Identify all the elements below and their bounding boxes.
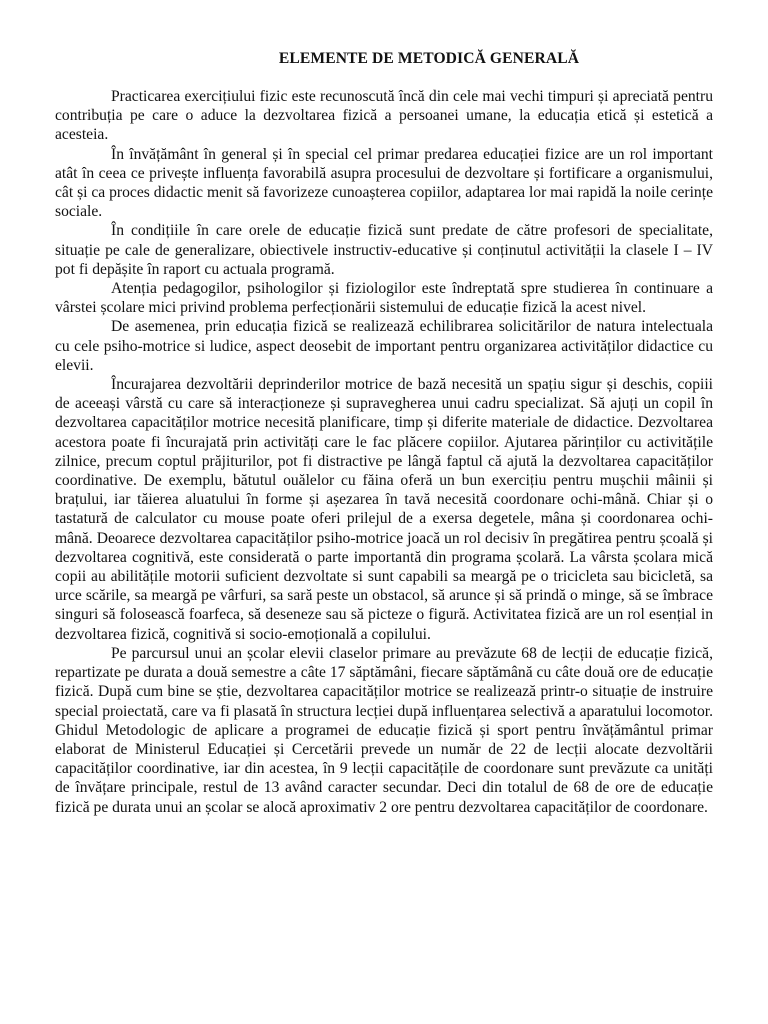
document-title: ELEMENTE DE METODICĂ GENERALĂ <box>278 50 580 67</box>
paragraph-7: Pe parcursul unui an școlar elevii claselor primare au prevăzute 68 de lecții de educație fizică, repartizate pe durata a două semestre a câte 17 săptămâni, fiecare săptămână cu câte două ore de educație fizică. După cum bine se știe, dezvoltarea capacităților motrice se realizează printr-o situație de instruire special proiectată, care va fi plasată în structura lecției după influențarea selectivă a aparatului locomotor. Ghidul Metodologic de aplicare a programei de educație fizică și sport pentru învățământul primar elaborat de Ministerul Educației și Cercetării prevede un număr de 22 de lecții alocate dezvoltării capacităților coordinative, iar din acestea, în 9 lecții capacitățile de coordonare sunt prevăzute ca unități de învățare principale, restul de 13 având caracter secundar. Deci din totalul de 68 de ore de educație fizică pe durata unui an școlar se alocă aproximativ 2 ore pentru dezvoltarea capacităților de coordonare. <box>55 644 713 816</box>
document-page <box>55 49 713 817</box>
paragraph-5: De asemenea, prin educația fizică se realizează echilibrarea solicitărilor de natura intelectuala cu cele psiho-motrice si ludice, aspect deosebit de important pentru organizarea activităților didactice cu elevii. <box>55 318 713 374</box>
paragraph-2: În învățământ în general și în special cel primar predarea educației fizice are un rol important atât în ceea ce privește influența favorabilă asupra procesului de dezvoltare și fortificare a organismului, cât și ca proces didactic menit să favorizeze cunoașterea copiilor, adaptarea lor mai rapidă la noile cerințe sociale. <box>55 145 713 221</box>
paragraph-4: Atenția pedagogilor, psihologilor și fiziologilor este îndreptată spre studierea în continuare a vârstei școlare mici privind problema perfecționării sistemului de educație fizică la acest nivel. <box>55 280 713 317</box>
paragraph-3: În condițiile în care orele de educație fizică sunt predate de către profesori de specialitate, situație pe cale de generalizare, obiectivele instructiv-educative și conținutul activității la clasele I – IV pot fi depășite în raport cu actuala programă. <box>55 222 713 278</box>
paragraph-1: Practicarea exercițiului fizic este recunoscută încă din cele mai vechi timpuri și apreciată pentru contribuția pe care o aduce la dezvoltarea fizică a persoanei umane, la educația etică și estetică a acesteia. <box>55 88 713 144</box>
paragraph-6: Încurajarea dezvoltării deprinderilor motrice de bază necesită un spațiu sigur și deschis, copiii de aceeași vârstă cu care să interacționeze și supravegherea unui cadru specializat. Să ajuți un copil în dezvoltarea capacităților motrice necesită planificare, timp și diferite materiale de didactice. Dezvoltarea acestora poate fi încurajată prin activități care le fac plăcere copiilor. Ajutarea părinților cu activitățile zilnice, precum coptul prăjiturilor, pot fi distractive pe lângă faptul că ajută la dezvoltarea capacităților coordinative. De exemplu, bătutul ouălelor cu făina oferă un bun exercițiu pentru mușchii mâinii și brațului, iar tăierea aluatului în forme și așezarea în tavă necesită coordonare ochi-mână. Chiar și o tastatură de calculator cu mouse poate oferi prilejul de a exersa degetele, mâna și coordonarea ochi-mână. Deoarece dezvoltarea capacităților psiho-motrice joacă un rol decisiv în pregătirea pentru școală și dezvoltarea cognitivă, este considerată o parte importantă din programa școlară. La vârsta școlara mică copii au abilitățile motorii suficient dezvoltate si sunt capabili sa meargă pe o tricicleta sau bicicletă, sa urce scările, sa meargă pe vârfuri, sa sară peste un obstacol, să arunce și să prindă o minge, să se îmbrace singuri să folosească foarfeca, să deseneze sau să picteze o figură. Activitatea fizică are un rol esențial in dezvoltarea fizică, cognitivă si socio-emoțională a copilului. <box>55 376 713 643</box>
